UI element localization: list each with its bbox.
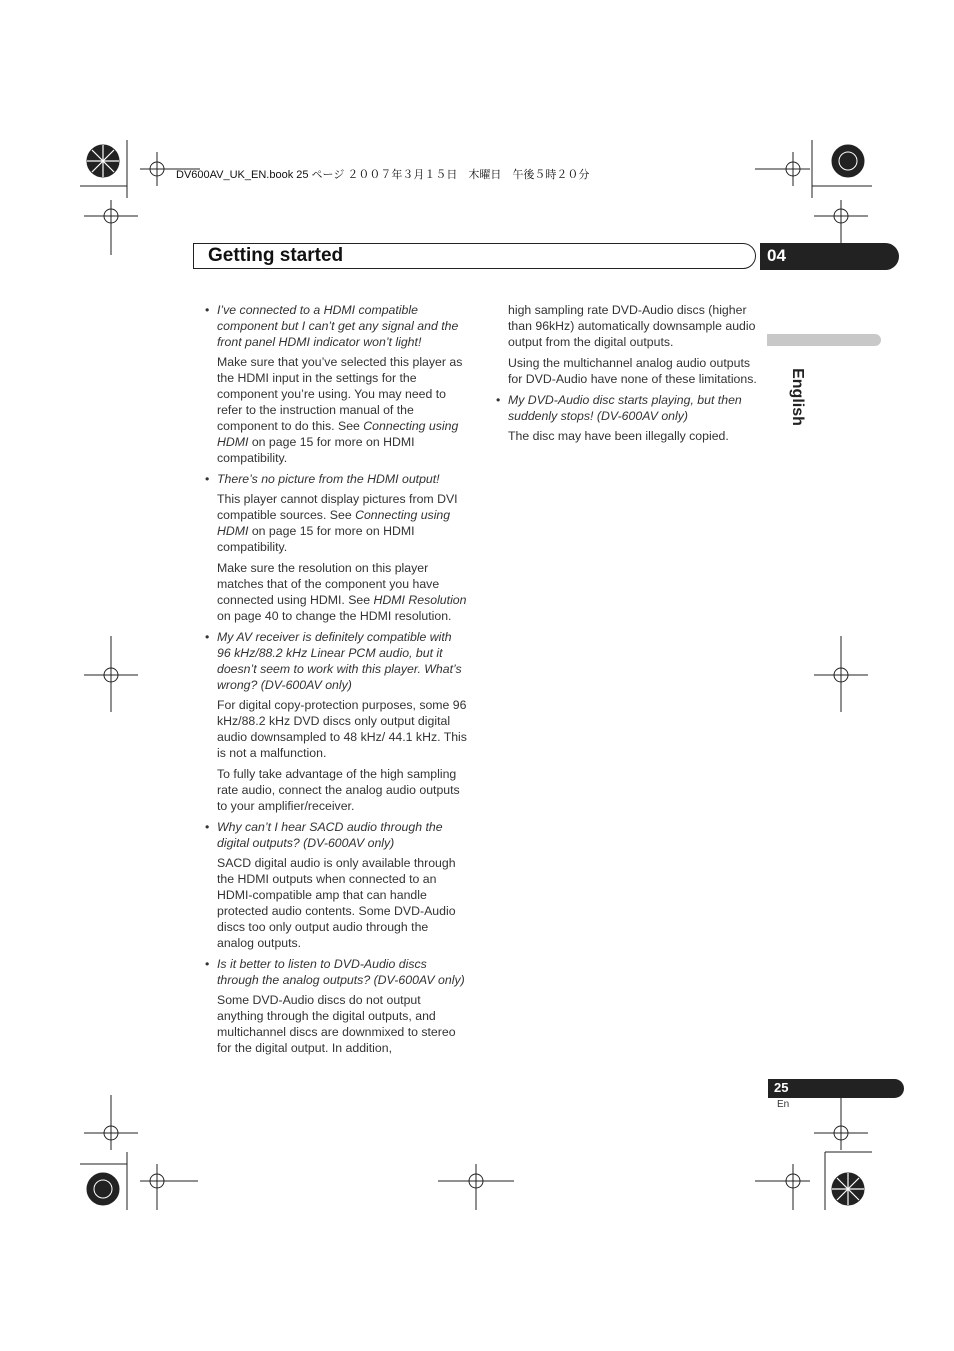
faq-answer: Make sure that you’ve selected this player as the HDMI input in the settings for the component you’re using. You may need to refer to the instruction manual of the component to do this. See Connecting using HDMI on page 15 for more on HDMI compatibility. <box>217 355 463 465</box>
faq-answer: Using the multichannel analog audio outputs for DVD-Audio have none of these limitations. <box>508 356 757 386</box>
section-title: Getting started <box>208 245 344 266</box>
faq-answer: high sampling rate DVD-Audio discs (higher than 96kHz) automatically downsample audio output from the digital outputs. <box>508 303 756 349</box>
language-bar <box>767 334 881 346</box>
chapter-tab <box>760 243 899 270</box>
page-number: 25 <box>774 1080 789 1095</box>
section-header <box>193 243 756 269</box>
faq-answer: To fully take advantage of the high sampling rate audio, connect the analog audio outputs to your amplifier/receiver. <box>217 767 460 813</box>
faq-answer: Some DVD-Audio discs do not output anything through the digital outputs, and multichannel discs are downmixed to stereo for the digital output. In addition, <box>217 993 456 1055</box>
registration-starburst-icon <box>87 1173 119 1205</box>
language-label: English <box>789 368 806 426</box>
faq-answer: Make sure the resolution on this player matches that of the component you have connected using HDMI. See HDMI Resolution on page 40 to change the HDMI resolution. <box>217 561 467 623</box>
faq-question: • There’s no picture from the HDMI output! <box>217 471 467 487</box>
column-left <box>217 302 467 1061</box>
column-right <box>508 302 758 449</box>
faq-question: • Is it better to listen to DVD-Audio discs through the analog outputs? (DV-600AV only) <box>217 956 467 988</box>
faq-question: • Why can’t I hear SACD audio through the digital outputs? (DV-600AV only) <box>217 819 467 851</box>
faq-answer: For digital copy-protection purposes, some 96 kHz/88.2 kHz DVD discs only output digital audio downsampled to 48 kHz/ 44.1 kHz. This is not a malfunction. <box>217 698 467 760</box>
faq-answer: The disc may have been illegally copied. <box>508 429 729 443</box>
chapter-number: 04 <box>767 246 786 265</box>
faq-question: • I’ve connected to a HDMI compatible component but I can’t get any signal and the front panel HDMI indicator won’t light! <box>217 302 467 350</box>
page-language: En <box>777 1099 790 1110</box>
page-number-tab <box>768 1079 904 1098</box>
faq-question: • My AV receiver is definitely compatible with 96 kHz/88.2 kHz Linear PCM audio, but it doesn’t seem to work with this player. What’s wrong? (DV-600AV only) <box>217 629 467 693</box>
registration-starburst-icon <box>832 145 864 177</box>
print-info: DV600AV_UK_EN.book 25 ページ ２００７年３月１５日 木曜日 午後５時２０分 <box>176 169 590 181</box>
faq-question: • My DVD-Audio disc starts playing, but then suddenly stops! (DV-600AV only) <box>508 392 758 424</box>
faq-answer: SACD digital audio is only available through the HDMI outputs when connected to an HDMI-compatible amp that can handle protected audio contents. Some DVD-Audio discs too only output audio through the analog outputs. <box>217 856 456 950</box>
faq-answer: This player cannot display pictures from DVI compatible sources. See Connecting using HDMI on page 15 for more on HDMI compatibility. <box>217 492 458 554</box>
